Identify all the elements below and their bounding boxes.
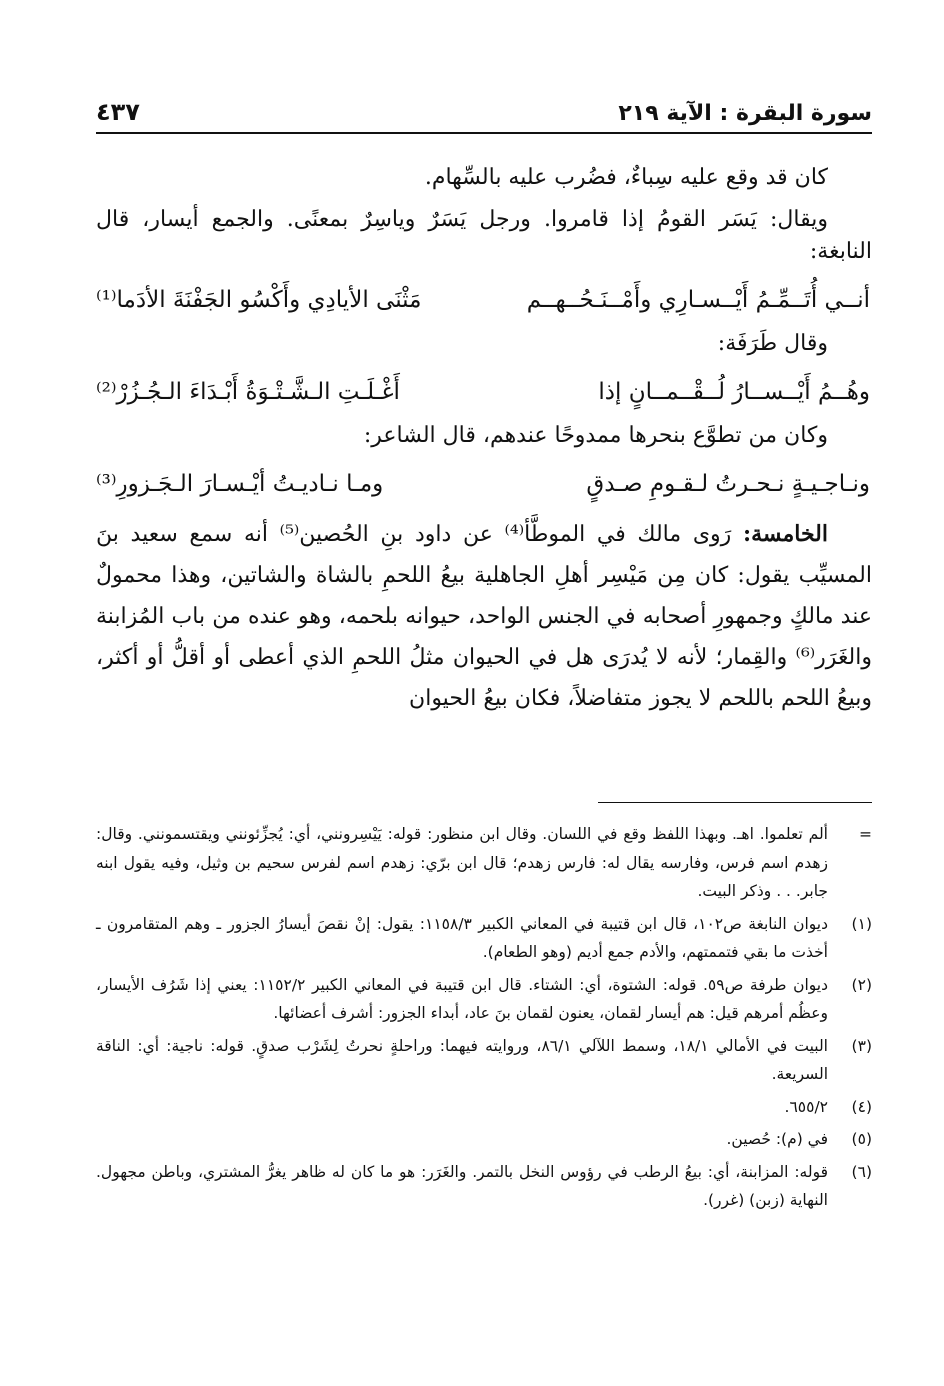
verse-1-first-hemistich: أنــي أُتَــمِّـمُ أَيْــسـارِي وأَمْــنَـحُــهــم [526,287,870,313]
running-title: سورة البقرة : الآية ٢١٩ [618,101,872,126]
footnote-text: قوله: المزابنة، أي: بيعُ الرطب في رؤوس النخل بالتمر. والغَرَر: هو ما كان له ظاهر يغرُّ المشتري، وباطن مجهول. النهاية (زبن) (غرر). [96,1162,828,1209]
verse-2-second-hemistich: أَغْـلَـتِ الـشَّـتْـوَةُ أَبْـدَاءَ الـجُـزُرْ⁽²⁾ [96,379,400,405]
intro-poet: وكان من تطوَّع بنحرها ممدوحًا عندهم، قال الشاعر: [363,423,828,448]
paragraph-1: كان قد وقع عليه سِباءٌ، فضُرب عليه بالسِّهام. [424,165,828,190]
footnote-text: ديوان النابغة ص١٠٢، قال ابن قتيبة في المعاني الكبير ١١٥٨/٣: يقول: إنْ نقصَ أيسارُ الجزور ـ وهم المتقامرون ـ أخذت ما بقي فتممتهم، والأدم جمع أديم (وهو الطعام). [96,914,828,961]
footnote-4 [96,1093,872,1122]
verse-nabigha [96,282,872,316]
footnote-mark: (٣) [851,1036,872,1055]
footnote-5 [96,1125,872,1154]
verse-2-first-hemistich: وهُــمُ أَيْــســارُ لُــقْــمــانٍ إذا [598,379,870,405]
intro-tarafa: وقال طَرَفَة: [717,331,828,356]
fifth-issue-paragraph [96,514,872,719]
footnote-mark: (٢) [851,975,872,994]
footnote-continuation [96,820,872,906]
paragraph-2: ويقال: يَسَر القومُ إذا قامروا. ورجل يَسَرٌ وياسِرٌ بمعنًى. والجمع أيسار، قال النابغة: [96,207,872,264]
footnote-text: ٦٥٥/٢. [784,1097,828,1116]
footnotes [96,820,872,1219]
footnote-2 [96,971,872,1028]
verse-poet [96,466,872,500]
verse-1-second-hemistich: مَثْنَى الأيادِي وأَكْسُو الجَفْنَةَ الأدَما⁽¹⁾ [96,287,422,313]
fifth-issue-text: رَوى مالك في الموطَّأ⁽⁴⁾ عن داود بنِ الحُصين⁽⁵⁾ أنه سمع سعيد بنَ المسيِّب يقول: كان مِن مَيْسِر أهلِ الجاهلية بيعُ اللحمِ بالشاة والشاتين، وهذا محمولٌ عند مالكٍ وجمهورِ أصحابه في الجنس الواحد، حيوانه بلحمه، وهو عنده من باب المُزابنة والغَرَر⁽⁶⁾ والقِمار؛ لأنه لا يُدرَى هل في الحيوان مثلُ اللحمِ الذي أعطى أو أقلُّ أو أكثر، وبيعُ اللحم باللحم لا يجوز متفاضلاً، فكان بيعُ الحيوان [96,522,873,711]
verse-tarafa [96,374,872,408]
footnote-mark: (٦) [851,1162,872,1181]
footnote-3 [96,1032,872,1089]
footnote-separator [598,802,872,803]
verse-3-first-hemistich: ونـاجـيـةٍ نـحـرتُ لـقـومِ صـدقٍ [586,471,870,497]
page-number: ٤٣٧ [96,98,140,126]
page-header [96,86,872,134]
footnote-1 [96,910,872,967]
fifth-issue-label: الخامسة: [742,521,828,547]
footnote-text: ديوان طرفة ص٥٩. قوله: الشتوة، أي: الشتاء. قال ابن قتيبة في المعاني الكبير ١١٥٢/٢: يعني إذا شَرُف الأيسار، وعظُم أمرهم قيل: هم أيسار لقمان، يعنون لقمان بنَ عاد، أبداء الجزور: أشرف أعضائها. [96,975,828,1022]
footnote-text: ألم تعلموا. اهـ. وبهذا اللفظ وقع في اللسان. وقال ابن منظور: قوله: يَيْسِرونني، أي: يُجزِّئونني ويقتسمونني. وقال: زهدم اسم فرس، وفارسه يقال له: فارس زهدم؛ قال ابن برّي: زهدم اسم لفرس سحيم بن وثيل، وفيه يقول ابنه جابر. . . وذكر البيت. [96,825,828,900]
footnote-mark: (٤) [851,1097,872,1116]
footnote-mark: (١) [851,914,872,933]
footnote-text: البيت في الأمالي ١٨/١، وسمط اللآلي ٨٦/١، وروايته فيهما: وراحلةٍ نحرتُ لِشَرْب صدقٍ. قوله: ناجية: أي: الناقة السريعة. [96,1036,828,1083]
footnote-text: في (م): حُصين. [726,1130,828,1148]
footnote-mark: (٥) [851,1130,872,1148]
footnote-6 [96,1158,872,1215]
verse-3-second-hemistich: ومـا نـاديـتُ أيْـسـارَ الـجَـزورِ⁽³⁾ [96,471,384,497]
footnote-mark: = [859,825,872,843]
main-text [96,162,872,741]
